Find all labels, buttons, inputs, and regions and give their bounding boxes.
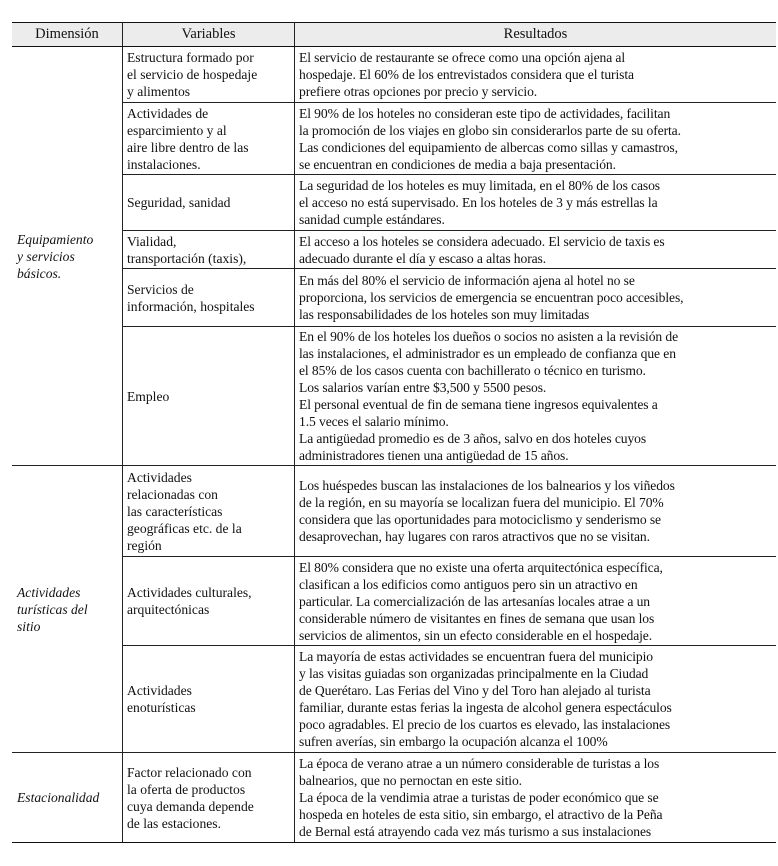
table-row xyxy=(12,466,776,557)
variable-cell: Seguridad, sanidad xyxy=(123,175,295,231)
result-cell: La mayoría de estas actividades se encuentran fuera del municipio y las visitas guiadas son organizadas principalmente en la Ciudad de Querétaro. Las Ferias del Vino y del Toro han alejado al turista familiar, durante estas ferias la ingesta de alcohol genera espectáculos poco agradables. El precio de los cuartos es elevado, las instalaciones sufren averías, sin embargo la ocupación alcanza el 100% xyxy=(295,646,777,753)
table-row xyxy=(12,47,776,103)
result-cell: La seguridad de los hoteles es muy limitada, en el 80% de los casos el acceso no está supervisado. En los hoteles de 3 y más estrellas la sanidad cumple estándares. xyxy=(295,175,777,231)
dimension-cell: Actividades turísticas del sitio xyxy=(12,466,123,753)
variable-cell: Vialidad, transportación (taxis), xyxy=(123,231,295,269)
header-results: Resultados xyxy=(295,23,777,47)
table-row xyxy=(12,646,776,753)
result-cell: El 90% de los hoteles no consideran este tipo de actividades, facilitan la promoción de los viajes en globo sin considerarlos parte de su oferta. Las condiciones del equipamiento de albercas como sillas y camastros, se encuentran en condiciones de media a baja presentación. xyxy=(295,103,777,175)
header-dimension: Dimensión xyxy=(12,23,123,47)
variable-cell: Empleo xyxy=(123,327,295,466)
result-cell: El servicio de restaurante se ofrece como una opción ajena al hospedaje. El 60% de los entrevistados considera que el turista prefiere otras opciones por precio y servicio. xyxy=(295,47,777,103)
variable-cell: Estructura formado por el servicio de hospedaje y alimentos xyxy=(123,47,295,103)
results-table xyxy=(12,22,776,843)
header-variables: Variables xyxy=(123,23,295,47)
result-cell: Los huéspedes buscan las instalaciones de los balnearios y los viñedos de la región, en su mayoría se localizan fuera del municipio. El 70% considera que las oportunidades para motociclismo y senderismo se desaprovechan, hay lugares con raros atractivos que no se visitan. xyxy=(295,466,777,557)
table-row xyxy=(12,231,776,269)
table-row xyxy=(12,175,776,231)
table-row xyxy=(12,269,776,327)
variable-cell: Actividades culturales, arquitectónicas xyxy=(123,557,295,646)
table-row xyxy=(12,103,776,175)
dimension-cell: Estacionalidad xyxy=(12,753,123,843)
table-row xyxy=(12,327,776,466)
variable-cell: Servicios de información, hospitales xyxy=(123,269,295,327)
variable-cell: Factor relacionado con la oferta de productos cuya demanda depende de las estaciones. xyxy=(123,753,295,843)
variable-cell: Actividades relacionadas con las características geográficas etc. de la región xyxy=(123,466,295,557)
variable-cell: Actividades de esparcimiento y al aire libre dentro de las instalaciones. xyxy=(123,103,295,175)
result-cell: El acceso a los hoteles se considera adecuado. El servicio de taxis es adecuado durante el día y escaso a altas horas. xyxy=(295,231,777,269)
result-cell: La época de verano atrae a un número considerable de turistas a los balnearios, que no pernoctan en este sitio. La época de la vendimia atrae a turistas de poder económico que se hospeda en hoteles de esta sitio, sin embargo, el atractivo de la Peña de Bernal está atrayendo cada vez más turismo a sus instalaciones xyxy=(295,753,777,843)
dimension-cell: Equipamiento y servicios básicos. xyxy=(12,47,123,466)
table-row xyxy=(12,753,776,843)
result-cell: En más del 80% el servicio de información ajena al hotel no se proporciona, los servicios de emergencia se encuentran poco accesibles, las responsabilidades de los hoteles son muy limitadas xyxy=(295,269,777,327)
result-cell: El 80% considera que no existe una oferta arquitectónica específica, clasifican a los edificios como antiguos pero sin un atractivo en particular. La comercialización de las artesanías locales atrae a un considerable número de visitantes en fines de semana que usan los servicios de alimentos, sin un efecto considerable en el hospedaje. xyxy=(295,557,777,646)
header-row xyxy=(12,23,776,47)
result-cell: En el 90% de los hoteles los dueños o socios no asisten a la revisión de las instalaciones, el administrador es un empleado de confianza que en el 85% de los casos cuenta con bachillerato o técnico en turismo. Los salarios varían entre $3,500 y 5500 pesos. El personal eventual de fin de semana tiene ingresos equivalentes a 1.5 veces el salario mínimo. La antigüedad promedio es de 3 años, salvo en dos hoteles cuyos administradores tienen una antigüedad de 15 años. xyxy=(295,327,777,466)
variable-cell: Actividades enoturísticas xyxy=(123,646,295,753)
table-row xyxy=(12,557,776,646)
